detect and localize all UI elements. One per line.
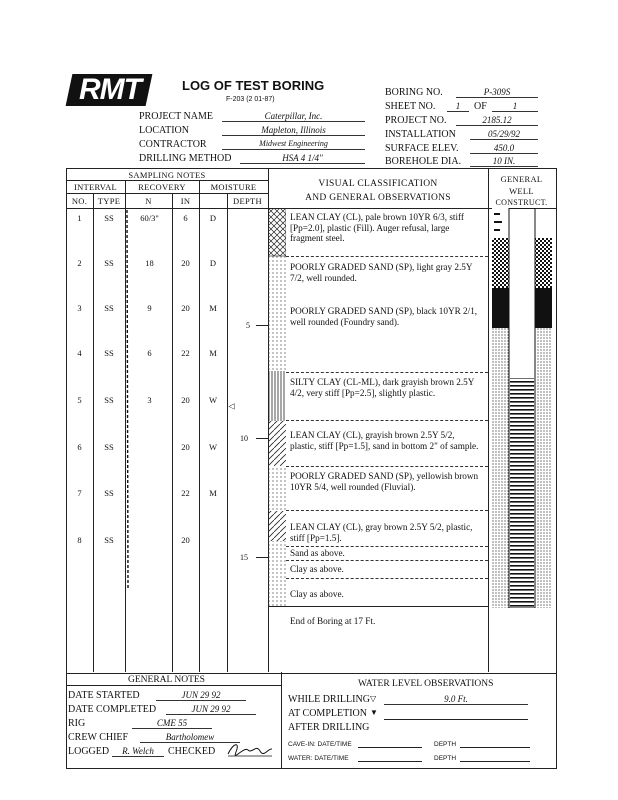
drilling-method-label: DRILLING METHOD (139, 153, 232, 164)
installation-label: INSTALLATION (385, 129, 456, 140)
sample-moisture: M (209, 488, 217, 498)
at-completion-marker: ▼ (370, 708, 378, 717)
depth-tick-15: 15 (240, 553, 248, 562)
sample-in: 22 (181, 488, 190, 498)
rig-label: RIG (68, 718, 86, 729)
n-header: N (145, 196, 152, 206)
sample-n: 60/3" (140, 213, 159, 223)
sample-no: 5 (77, 395, 82, 405)
sample-in: 20 (181, 303, 190, 313)
sample-n: 18 (145, 258, 154, 268)
observation-6: POORLY GRADED SAND (SP), yellowish brown 10YR 5/4, well rounded (Fluvial). (290, 471, 479, 492)
surface-elev-label: SURFACE ELEV. (385, 143, 459, 154)
boring-no-label: BORING NO. (385, 87, 443, 98)
moisture-header: MOISTURE (210, 182, 257, 192)
sample-in: 20 (181, 395, 190, 405)
crew-chief-label: CREW CHIEF (68, 732, 129, 743)
observation-3: POORLY GRADED SAND (SP), black 10YR 2/1, well rounded (Foundry sand). (290, 306, 478, 327)
surface-elev-value: 450.0 (470, 143, 538, 154)
location-label: LOCATION (139, 125, 189, 136)
well-header-line1: GENERAL (500, 174, 543, 184)
observation-8: Sand as above. (290, 548, 345, 558)
page-title: LOG OF TEST BORING (182, 78, 325, 93)
water-depth-label: DEPTH (434, 755, 457, 762)
sample-type: SS (104, 535, 114, 545)
cave-in-label: CAVE-IN: DATE/TIME (288, 741, 352, 748)
sample-no: 4 (77, 348, 82, 358)
at-completion-label: AT COMPLETION (288, 708, 367, 719)
sample-moisture: M (209, 303, 217, 313)
sample-no: 2 (77, 258, 82, 268)
visual-header-line1: VISUAL CLASSIFICATION (318, 179, 438, 189)
sample-moisture: D (209, 258, 217, 268)
project-name-value: Caterpillar, Inc. (222, 111, 365, 122)
crew-chief-value: Bartholomew (140, 732, 240, 743)
borehole-dia-value: 10 IN. (470, 156, 538, 167)
sample-type: SS (104, 303, 114, 313)
checked-signature (226, 740, 274, 758)
interval-header: INTERVAL (73, 182, 118, 192)
depth-header: DEPTH (233, 196, 262, 206)
sample-no: 8 (77, 535, 82, 545)
sample-moisture: W (208, 442, 218, 452)
cave-in-depth-label: DEPTH (434, 741, 457, 748)
type-header: TYPE (97, 196, 121, 206)
while-drilling-value: 9.0 Ft. (384, 694, 528, 705)
sample-in: 20 (181, 258, 190, 268)
boring-no-value: P-309S (456, 87, 538, 98)
observation-1: LEAN CLAY (CL), pale brown 10YR 6/3, stiff [Pp=2.0], plastic (Fill). Auger refusal, large fragment steel. (290, 212, 464, 243)
visual-header-line2: AND GENERAL OBSERVATIONS (305, 193, 451, 203)
sample-type: SS (104, 258, 114, 268)
checked-label: CHECKED (168, 746, 216, 757)
installation-value: 05/29/92 (470, 129, 538, 140)
location-value: Mapleton, Illinois (222, 125, 365, 136)
observation-2: POORLY GRADED SAND (SP), light gray 2.5Y 7/2, well rounded. (290, 262, 473, 283)
rig-value: CME 55 (132, 718, 212, 729)
in-header: IN (180, 196, 191, 206)
sample-in: 6 (183, 213, 188, 223)
sample-no: 1 (77, 213, 82, 223)
no-header: NO. (71, 196, 88, 206)
logged-label: LOGGED (68, 746, 110, 757)
sample-type: SS (104, 395, 114, 405)
sample-in: 20 (181, 535, 190, 545)
sheet-of-value: 1 (492, 101, 538, 112)
observation-4: SILTY CLAY (CL-ML), dark grayish brown 2.5Y 4/2, very stiff [Pp=2.5], slightly plastic. (290, 377, 475, 398)
contractor-value: Midwest Engineering (222, 139, 365, 150)
sampling-notes-header: SAMPLING NOTES (128, 170, 206, 180)
sample-moisture: D (209, 213, 217, 223)
project-name-label: PROJECT NAME (139, 111, 213, 122)
depth-tick-5: 5 (246, 321, 250, 330)
water-level-heading: WATER LEVEL OBSERVATIONS (358, 679, 494, 689)
sample-n: 3 (147, 395, 152, 405)
borehole-dia-label: BOREHOLE DIA. (385, 156, 462, 167)
sample-moisture: W (208, 395, 218, 405)
sample-in: 22 (181, 348, 190, 358)
recovery-header: RECOVERY (138, 182, 186, 192)
observation-11: End of Boring at 17 Ft. (290, 616, 376, 626)
water-level-marker: ▽ (227, 403, 237, 410)
observation-10: Clay as above. (290, 589, 344, 599)
sample-n: 9 (147, 303, 152, 313)
strata-column (268, 208, 286, 608)
well-construction-diagram (492, 208, 552, 608)
drilling-method-value: HSA 4 1/4" (240, 153, 365, 164)
sample-type: SS (104, 442, 114, 452)
observation-5: LEAN CLAY (CL), grayish brown 2.5Y 5/2, plastic, stiff [Pp=1.5], sand in bottom 2" of sample. (290, 430, 479, 451)
while-drilling-label: WHILE DRILLING (288, 694, 370, 705)
date-started-label: DATE STARTED (68, 690, 140, 701)
sample-no: 3 (77, 303, 82, 313)
well-header-line3: CONSTRUCT. (495, 198, 548, 207)
logged-value: R. Welch (112, 746, 164, 757)
sample-type: SS (104, 213, 114, 223)
while-drilling-marker: ▽ (370, 694, 377, 703)
sample-n: 6 (147, 348, 152, 358)
sample-in: 20 (181, 442, 190, 452)
depth-tick-10: 10 (240, 434, 248, 443)
date-completed-value: JUN 29 92 (166, 704, 256, 715)
project-no-label: PROJECT NO. (385, 115, 447, 126)
sample-no: 7 (77, 488, 82, 498)
sample-type: SS (104, 488, 114, 498)
contractor-label: CONTRACTOR (139, 139, 207, 150)
project-no-value: 2185.12 (456, 115, 538, 126)
date-started-value: JUN 29 92 (156, 690, 246, 701)
sheet-no-value: 1 (447, 101, 469, 112)
observation-9: Clay as above. (290, 564, 344, 574)
date-completed-label: DATE COMPLETED (68, 704, 157, 715)
general-notes-heading: GENERAL NOTES (128, 675, 205, 685)
sample-type: SS (104, 348, 114, 358)
after-drilling-label: AFTER DRILLING (288, 722, 370, 733)
rmt-logo-text: RMT (79, 73, 141, 106)
sample-moisture: M (209, 348, 217, 358)
well-header-line2: WELL (509, 186, 534, 196)
sheet-of-label: OF (474, 101, 487, 112)
observation-7: LEAN CLAY (CL), gray brown 2.5Y 5/2, plastic, stiff [Pp=1.5]. (290, 522, 473, 543)
form-code: F-203 (2 01-87) (226, 96, 275, 103)
water-date-label: WATER: DATE/TIME (288, 755, 349, 762)
sample-no: 6 (77, 442, 82, 452)
sheet-no-label: SHEET NO. (385, 101, 436, 112)
